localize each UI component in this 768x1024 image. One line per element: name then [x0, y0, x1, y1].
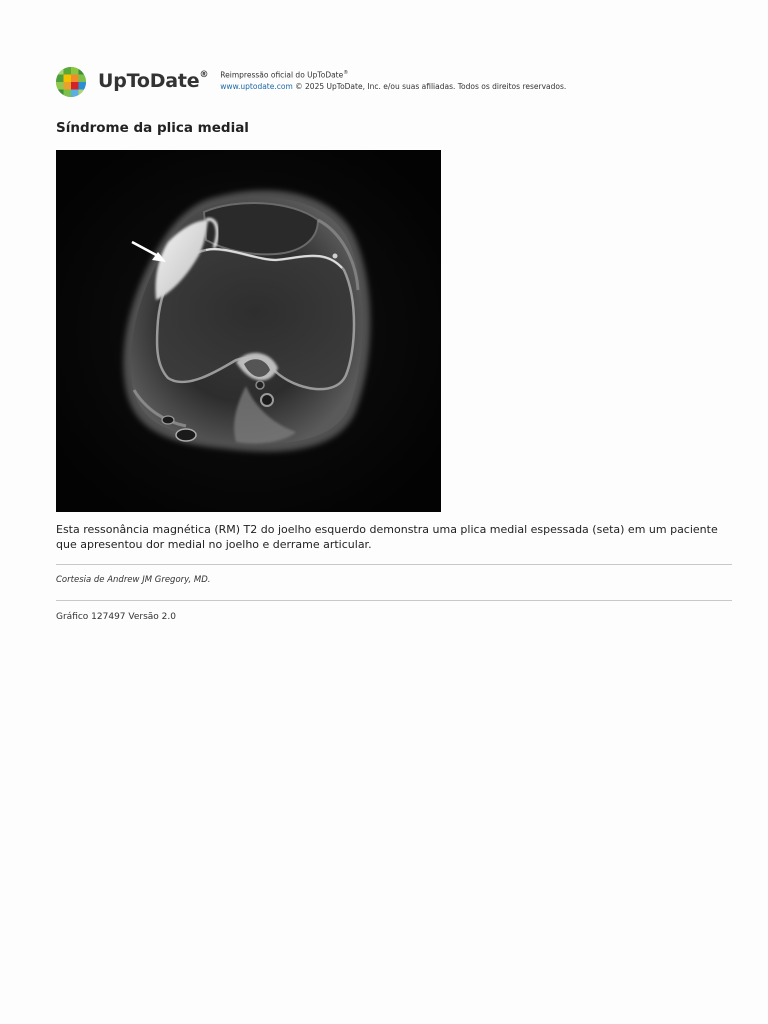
page-header: [56, 66, 566, 98]
image-credit: Cortesia de Andrew JM Gregory, MD.: [56, 575, 211, 585]
figure-caption: Esta ressonância magnética (RM) T2 do joelho esquerdo demonstra uma plica medial espessada (seta) em um paciente que apresentou dor medial no joelho e derrame articular.: [56, 523, 718, 551]
page-title: Síndrome da plica medial: [56, 120, 249, 136]
brand-name: UpToDate®: [98, 69, 209, 92]
divider: [56, 564, 732, 565]
copyright-line: [220, 81, 566, 92]
divider: [56, 600, 732, 601]
knee-mri-image: [56, 150, 441, 512]
reprint-line: Reimpressão oficial do UpToDate®: [220, 70, 349, 80]
website-link[interactable]: www.uptodate.com: [220, 81, 293, 91]
uptodate-logo-icon: [56, 67, 86, 97]
reprint-notice: [220, 68, 566, 92]
graphic-version: Gráfico 127497 Versão 2.0: [56, 612, 176, 622]
copyright-text: © 2025 UpToDate, Inc. e/ou suas afiliadas. Todos os direitos reservados.: [295, 81, 567, 91]
